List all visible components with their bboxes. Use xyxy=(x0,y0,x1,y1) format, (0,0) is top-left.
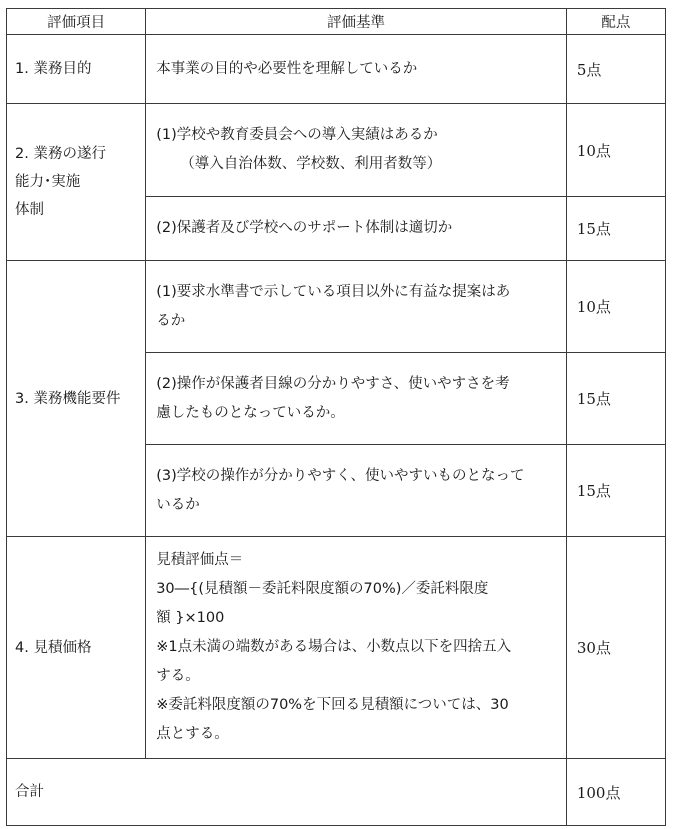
item-line: 能力･実施 xyxy=(15,174,81,190)
item-business-purpose: 1. 業務目的 xyxy=(7,35,146,104)
item-line: 体制 xyxy=(15,202,44,218)
total-score: 100点 xyxy=(566,759,665,826)
item-execution-capability xyxy=(7,104,146,261)
item-line: 2. 業務の遂行 xyxy=(15,146,106,162)
total-row xyxy=(7,759,666,826)
criteria-text: 点とする。 xyxy=(156,726,229,742)
score-cell: 15点 xyxy=(566,197,665,261)
criteria-text: (2)保護者及び学校へのサポート体制は適切か xyxy=(156,220,453,236)
header-evaluation-criteria: 評価基準 xyxy=(146,9,567,35)
score-cell: 10点 xyxy=(566,261,665,353)
criteria-text: 額 }×100 xyxy=(156,610,225,626)
criteria-text: (3)学校の操作が分かりやすく、使いやすいものとなって xyxy=(156,467,525,484)
item-estimated-price: 4. 見積価格 xyxy=(7,537,146,759)
criteria-cell xyxy=(146,261,567,353)
table-row xyxy=(7,537,666,759)
criteria-text: 見積評価点＝ xyxy=(156,552,244,568)
criteria-text: (1)要求水準書で示している項目以外に有益な提案はあ xyxy=(156,283,511,300)
criteria-text: (1)学校や教育委員会への導入実績はあるか xyxy=(156,127,438,143)
criteria-text: する。 xyxy=(156,668,200,684)
criteria-cell xyxy=(146,104,567,197)
score-cell: 5点 xyxy=(566,35,665,104)
item-functional-requirements: 3. 業務機能要件 xyxy=(7,261,146,537)
table-header-row xyxy=(7,9,666,35)
score-cell: 30点 xyxy=(566,537,665,759)
table-row xyxy=(7,35,666,104)
score-cell: 15点 xyxy=(566,353,665,445)
score-cell: 10点 xyxy=(566,104,665,197)
criteria-cell xyxy=(146,445,567,537)
criteria-text: 慮したものとなっているか。 xyxy=(156,404,345,421)
criteria-text: 30―{(見積額－委託料限度額の70%)／委託料限度 xyxy=(156,581,489,597)
criteria-text: 本事業の目的や必要性を理解しているか xyxy=(156,60,418,77)
criteria-text: （導入自治体数、学校数、利用者数等） xyxy=(180,156,442,172)
total-label: 合計 xyxy=(7,759,567,826)
table-row xyxy=(7,104,666,197)
criteria-text: いるか xyxy=(156,496,200,513)
criteria-cell xyxy=(146,35,567,104)
criteria-text: ※委託料限度額の70%を下回る見積額については、30 xyxy=(156,697,509,713)
header-evaluation-item: 評価項目 xyxy=(7,9,146,35)
criteria-cell xyxy=(146,197,567,261)
criteria-text: (2)操作が保護者目線の分かりやすさ、使いやすさを考 xyxy=(156,375,510,392)
criteria-text: るか xyxy=(156,312,186,329)
criteria-cell xyxy=(146,537,567,759)
criteria-cell xyxy=(146,353,567,445)
score-cell: 15点 xyxy=(566,445,665,537)
table-row xyxy=(7,261,666,353)
criteria-text: ※1点未満の端数がある場合は、小数点以下を四捨五入 xyxy=(156,639,512,655)
header-score: 配点 xyxy=(566,9,665,35)
evaluation-table xyxy=(6,8,666,826)
